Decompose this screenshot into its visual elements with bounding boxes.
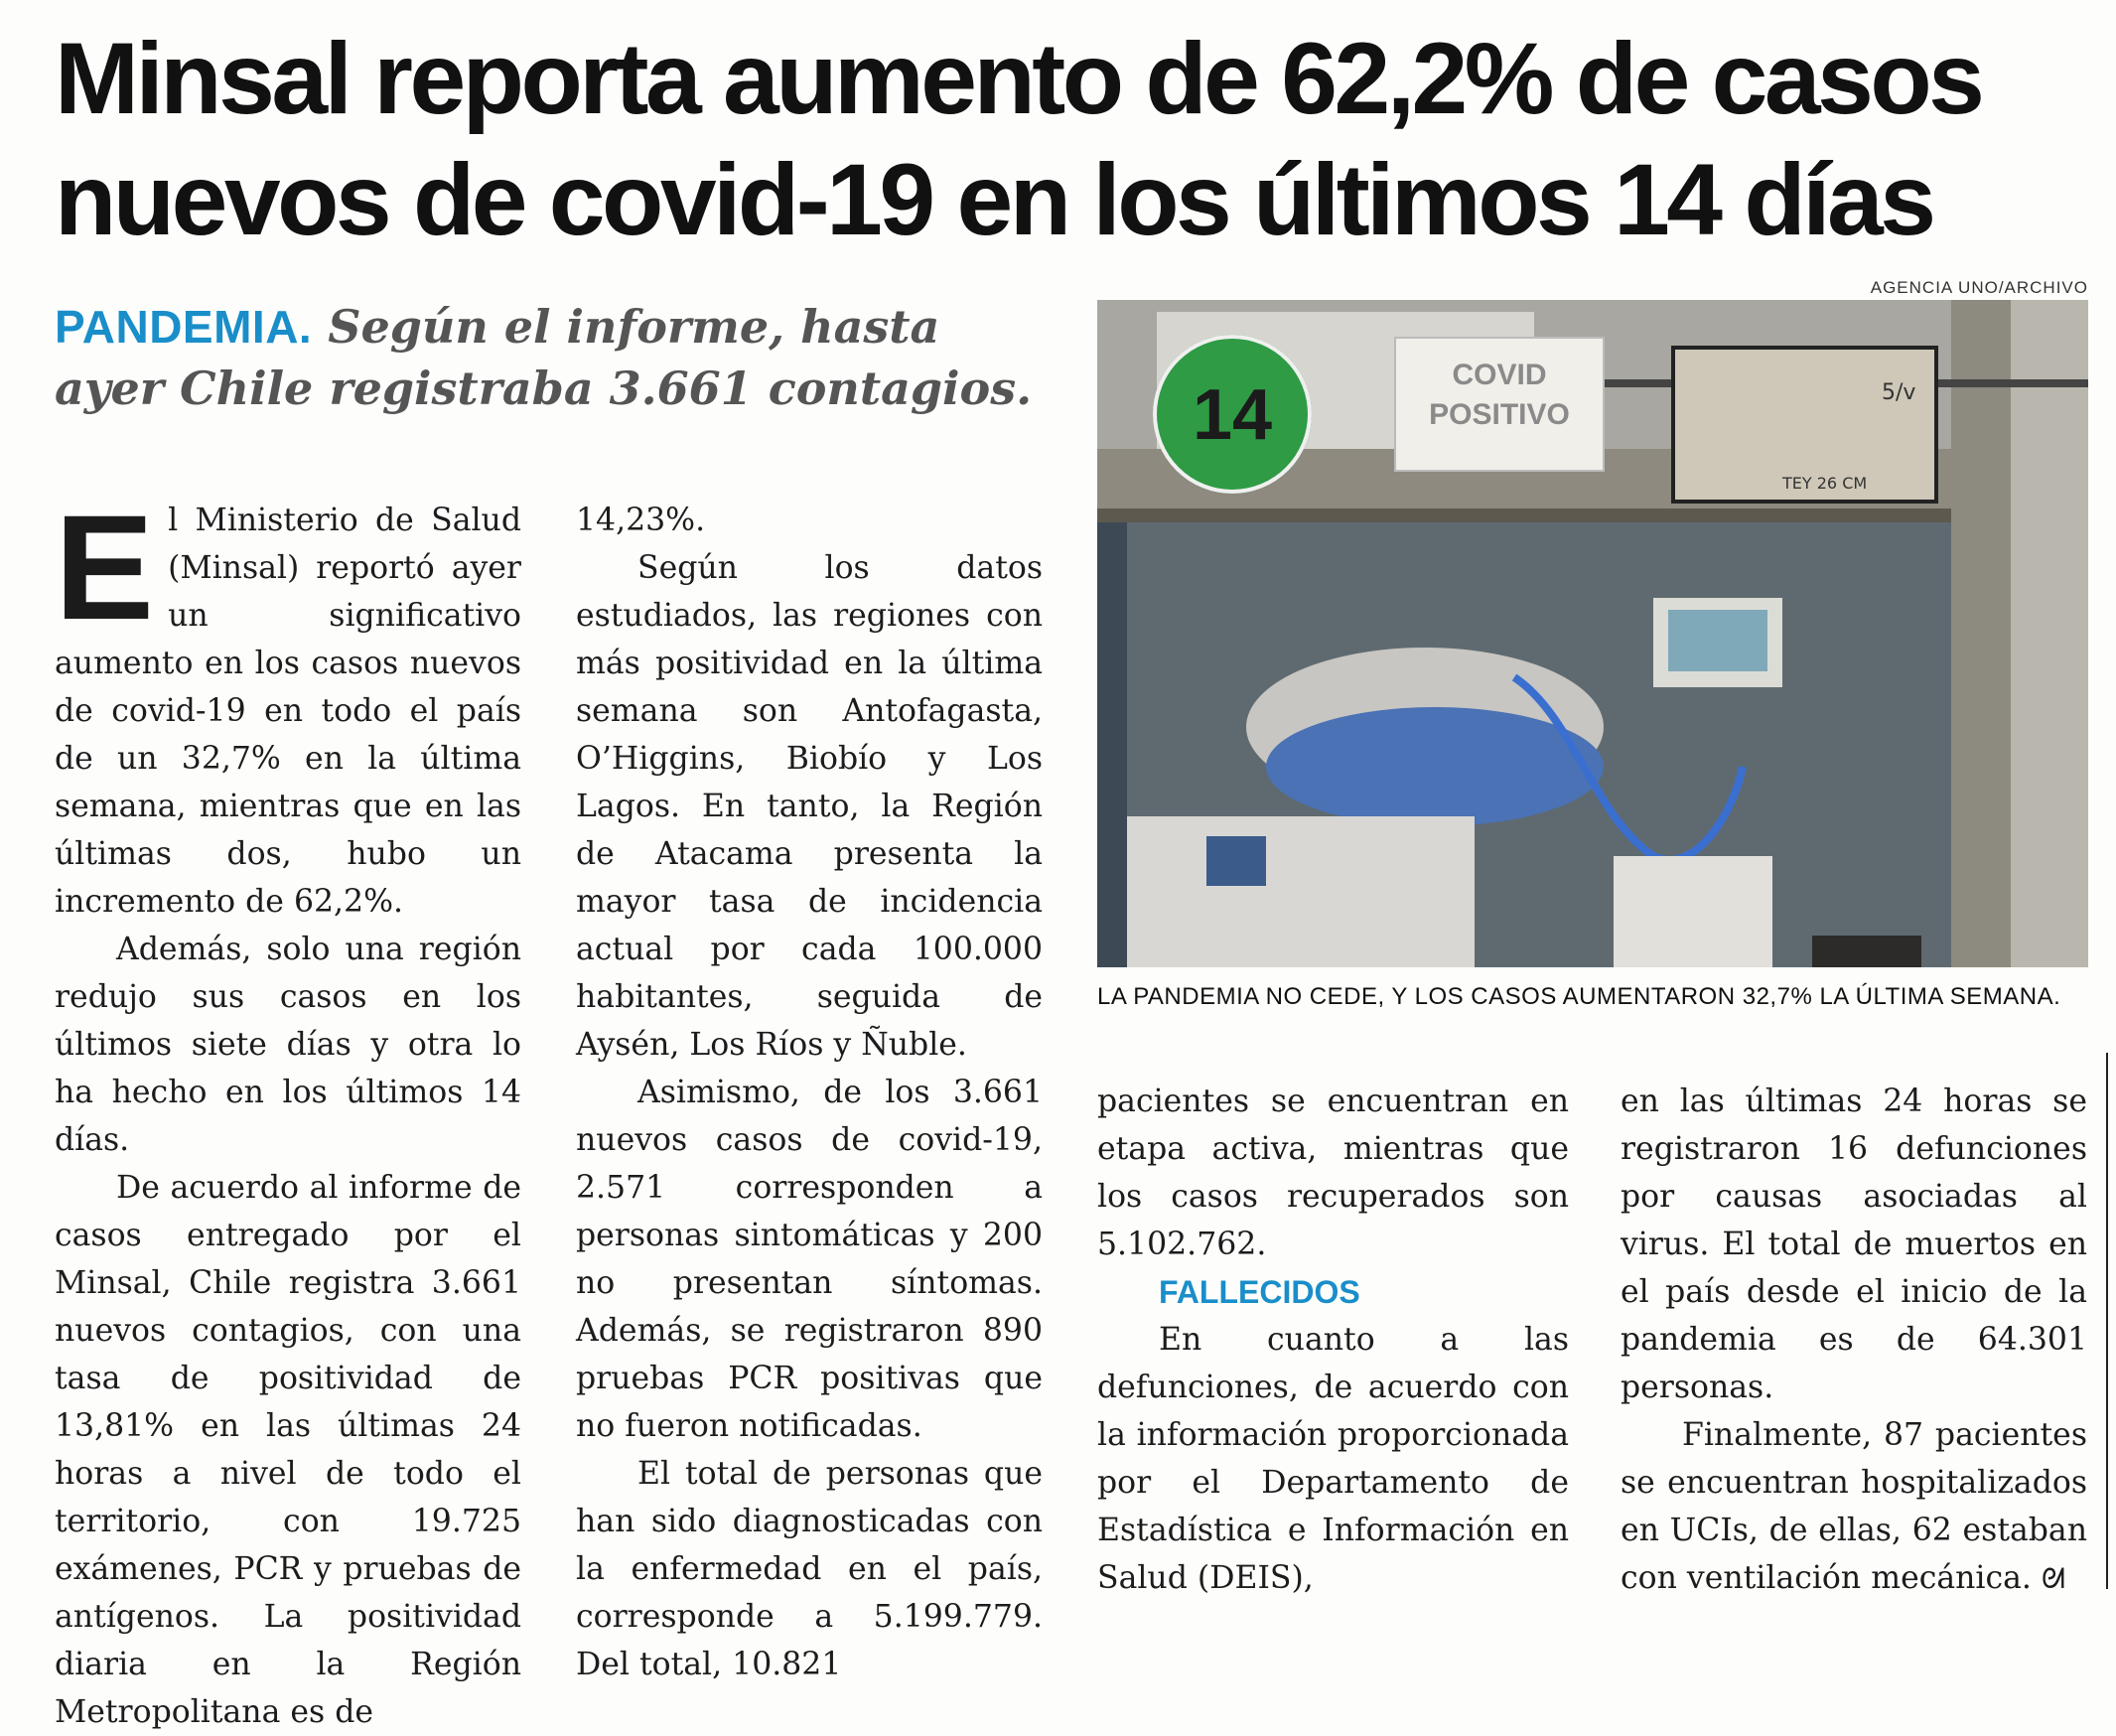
paragraph-7: En cuanto a las defunciones, de acuerdo con la información proporcionada por el Departamento de Estadística e Información en Salud (DEIS),: [1097, 1322, 1569, 1596]
photo-caption: LA PANDEMIA NO CEDE, Y LOS CASOS AUMENTARON 32,7% LA ÚLTIMA SEMANA.: [1097, 983, 2061, 1010]
paragraph-7-continued: en las últimas 24 horas se registraron 16 defunciones por causas asociadas al virus. El total de muertos en el país desde el inicio de la pandemia es de 64.301 personas.: [1621, 1084, 2087, 1405]
sign-text-positivo: POSITIVO: [1429, 398, 1570, 431]
note-top: 5/v: [1882, 380, 1916, 405]
drop-cap: E: [55, 484, 155, 651]
lead-deck: [55, 296, 1038, 419]
paragraph-8: [1621, 1411, 2087, 1603]
headline-line-1: Minsal reporta aumento de 62,2% de casos: [55, 22, 1982, 135]
headline: [55, 18, 2080, 260]
end-mark-icon: ᘛ: [2041, 1562, 2065, 1595]
column-1: [55, 484, 521, 1736]
paragraph-5: Asimismo, de los 3.661 nuevos casos de covid-19, 2.571 corresponden a personas sintomáticas y 200 no presentan síntomas. Además, se registraron 890 pruebas PCR positivas que no fueron notificadas.: [576, 1075, 1043, 1444]
photo-icu-patient: [1097, 300, 2088, 967]
paragraph-1: [55, 484, 521, 926]
headline-line-2: nuevos de covid-19 en los últimos 14 días: [55, 143, 1933, 256]
paragraph-3-continued: 14,23%.: [576, 503, 706, 538]
paragraph-6-continued: pacientes se encuentran en etapa activa, mientras que los casos recuperados son 5.102.762.: [1097, 1084, 1569, 1262]
paragraph-8-text: Finalmente, 87 pacientes se encuentran hospitalizados en UCIs, de ellas, 62 estaban con ventilación mecánica.: [1621, 1417, 2087, 1596]
paragraph-4: Según los datos estudiados, las regiones con más positividad en la última semana son Antofagasta, O’Higgins, Biobío y Los Lagos. En tanto, la Región de Atacama presenta la mayor tasa de incidencia actual por cada 100.000 habitantes, seguida de Aysén, Los Ríos y Ñuble.: [576, 550, 1043, 1063]
photo-illustration: [1097, 300, 2088, 967]
column-3: [1097, 1078, 1569, 1602]
lead-text: Según el informe, hasta ayer Chile registraba 3.661 contagios.: [55, 300, 1033, 415]
lead-kicker: PANDEMIA.: [55, 301, 313, 353]
room-number: 14: [1192, 375, 1273, 455]
column-2: [576, 497, 1043, 1688]
paragraph-3: De acuerdo al informe de casos entregado por el Minsal, Chile registra 3.661 nuevos contagios, con una tasa de positividad de 13,81% en las últimas 24 horas a nivel de todo el territorio, con 19.725 exámenes, PCR y pruebas de antígenos. La positividad diaria en la Región Metropolitana es de: [55, 1170, 521, 1730]
subhead-fallecidos: FALLECIDOS: [1159, 1274, 1360, 1310]
paragraph-2: Además, solo una región redujo sus casos en los últimos siete días y otra lo ha hecho en los últimos 14 días.: [55, 932, 521, 1158]
sign-text-covid: COVID: [1452, 359, 1547, 391]
column-rule: [2106, 1053, 2108, 1589]
column-4: [1621, 1078, 2087, 1603]
photo-credit: AGENCIA UNO/ARCHIVO: [1870, 278, 2088, 297]
note-bottom: TEY 26 CM: [1782, 474, 1868, 493]
paragraph-1-text: l Ministerio de Salud (Minsal) reportó ayer un significativo aumento en los casos nuevos de covid-19 en todo el país de un 32,7% en la última semana, mientras que en las últimas dos, hubo un incremento de 62,2%.: [55, 503, 521, 920]
paragraph-6: El total de personas que han sido diagnosticadas con la enfermedad en el país, corresponde a 5.199.779. Del total, 10.821: [576, 1456, 1043, 1682]
